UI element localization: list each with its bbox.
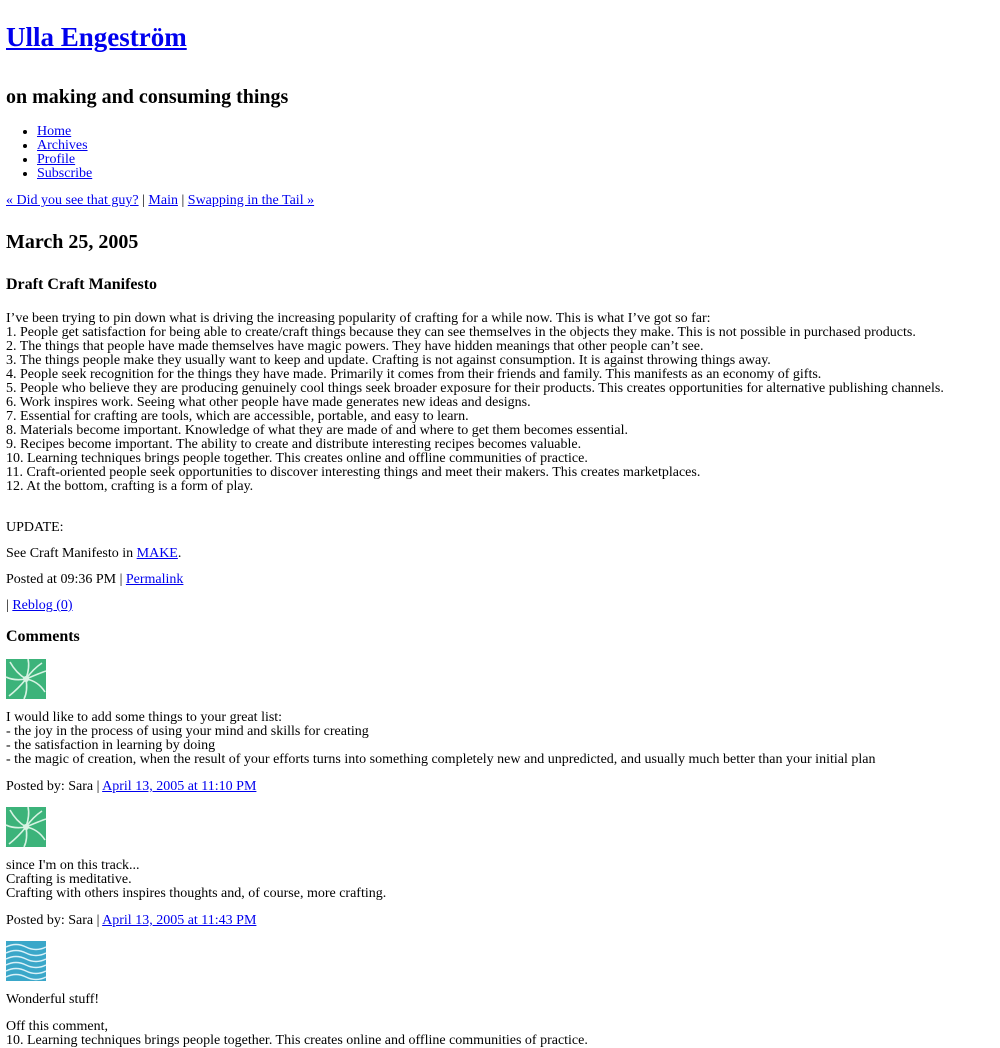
make-prefix: See Craft Manifesto in xyxy=(6,546,137,561)
reblog-link[interactable]: Reblog (0) xyxy=(12,598,73,613)
next-entry-link[interactable]: Swapping in the Tail » xyxy=(187,193,315,208)
permalink-link[interactable]: Permalink xyxy=(125,572,184,587)
green-starburst-avatar-icon xyxy=(6,807,46,847)
prev-entry-link[interactable]: « Did you see that guy? xyxy=(6,193,139,208)
entry-line: 6. Work inspires work. Seeing what other people have made generates new ideas and designs. xyxy=(6,395,531,410)
comments-heading: Comments xyxy=(6,628,80,645)
main-nav xyxy=(6,125,994,181)
blog-title-link[interactable]: Ulla Engeström xyxy=(6,22,187,52)
comment-line: - the joy in the process of using your mind and skills for creating xyxy=(6,724,369,739)
nav-link-archives[interactable]: Archives xyxy=(37,138,88,153)
make-suffix: . xyxy=(177,546,182,561)
entry-body xyxy=(6,312,994,494)
nav-item-subscribe xyxy=(37,167,994,181)
comment-line: - the magic of creation, when the result of your efforts turns into something completely new and unpredicted, and usually much better than your initial plan xyxy=(6,752,876,767)
entry-navigation xyxy=(6,193,994,209)
comment-body xyxy=(6,711,994,767)
entry-line: 5. People who believe they are producing genuinely cool things seek broader exposure for their products. This creates opportunities for alternative publishing channels. xyxy=(6,381,944,396)
comment-line: Crafting with others inspires thoughts and, of course, more crafting. xyxy=(6,886,387,901)
comment xyxy=(6,659,994,795)
reblog-line xyxy=(6,598,994,614)
entry-line: 1. People get satisfaction for being able to create/craft things because they can see themselves in the objects they make. This is not possible in purchased products. xyxy=(6,325,916,340)
entry-line: 3. The things people make they usually want to keep and update. Crafting is not against consumption. It is against throwing things away. xyxy=(6,353,771,368)
make-link[interactable]: MAKE xyxy=(136,546,178,561)
comment-author: Posted by: Sara | xyxy=(6,913,103,928)
entry-line: 10. Learning techniques brings people together. This creates online and offline communities of practice. xyxy=(6,451,588,466)
entry-line: 7. Essential for crafting are tools, which are accessible, portable, and easy to learn. xyxy=(6,409,469,424)
green-starburst-avatar-icon xyxy=(6,659,46,699)
nav-link-profile[interactable]: Profile xyxy=(37,152,76,167)
comment-body xyxy=(6,1020,994,1048)
nav-item-home xyxy=(37,125,994,139)
comment-line: I would like to add some things to your great list: xyxy=(6,710,283,725)
comment-body xyxy=(6,993,994,1007)
comment-permalink[interactable]: April 13, 2005 at 11:10 PM xyxy=(102,779,257,794)
blue-waves-avatar-icon xyxy=(6,941,46,981)
blog-title xyxy=(6,20,994,54)
entry-line: 4. People seek recognition for the things they have made. Primarily it comes from their friends and family. This manifests as an economy of gifts. xyxy=(6,367,822,382)
comment-line: 10. Learning techniques brings people together. This creates online and offline communities of practice. xyxy=(6,1033,588,1048)
entry-footer xyxy=(6,572,994,588)
comment-line: Wonderful stuff! xyxy=(6,992,100,1007)
comment-body xyxy=(6,859,994,901)
comment-line: Off this comment, xyxy=(6,1019,109,1034)
comment-line: - the satisfaction in learning by doing xyxy=(6,738,216,753)
nav-item-profile xyxy=(37,153,994,167)
comment xyxy=(6,807,994,929)
make-line xyxy=(6,546,994,562)
crumb-separator: | xyxy=(177,193,188,208)
nav-link-subscribe[interactable]: Subscribe xyxy=(37,166,93,181)
entry-line: 8. Materials become important. Knowledge of what they are made of and where to get them becomes essential. xyxy=(6,423,629,438)
entry-line: I’ve been trying to pin down what is driving the increasing popularity of crafting for a while now. This is what I’ve got so far: xyxy=(6,311,711,326)
comment-author: Posted by: Sara | xyxy=(6,779,103,794)
blog-description: on making and consuming things xyxy=(6,86,289,108)
entry-date: March 25, 2005 xyxy=(6,231,139,253)
nav-item-archives xyxy=(37,139,994,153)
entry-line: 9. Recipes become important. The ability to create and distribute interesting recipes becomes valuable. xyxy=(6,437,582,452)
update-label: UPDATE: xyxy=(6,520,64,535)
comment-permalink[interactable]: April 13, 2005 at 11:43 PM xyxy=(102,913,257,928)
entry-title: Draft Craft Manifesto xyxy=(6,276,158,293)
reblog-prefix: | xyxy=(6,598,13,613)
crumb-separator: | xyxy=(138,193,149,208)
nav-link-home[interactable]: Home xyxy=(37,124,72,139)
comment-line: Crafting is meditative. xyxy=(6,872,132,887)
entry-line: 2. The things that people have made themselves have magic powers. They have hidden meanings that other people can’t see. xyxy=(6,339,704,354)
comment xyxy=(6,941,994,1048)
entry-line: 12. At the bottom, crafting is a form of play. xyxy=(6,479,254,494)
comment-footer xyxy=(6,779,994,795)
main-link[interactable]: Main xyxy=(148,193,178,208)
comment-footer xyxy=(6,913,994,929)
entry-line: 11. Craft-oriented people seek opportunities to discover interesting things and meet their makers. This creates marketplaces. xyxy=(6,465,701,480)
posted-at-text: Posted at 09:36 PM | xyxy=(6,572,126,587)
comment-line: since I'm on this track... xyxy=(6,858,140,873)
